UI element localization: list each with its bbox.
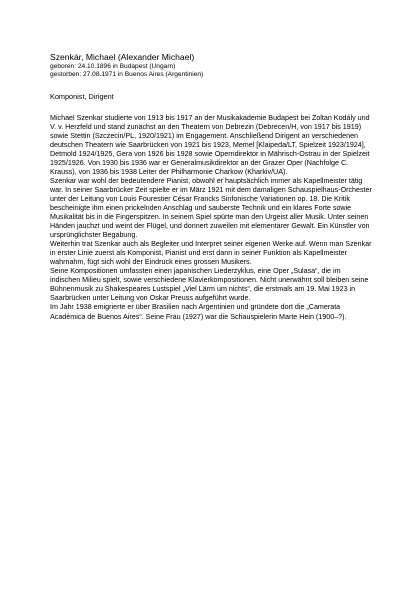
bio-paragraph: Weiterhin trat Szenkar auch als Begleiter und Interpret seiner eigenen Werke auf. Wenn man Szenkar in erster Linie zuerst als Komponist, Pianist und erst dann in seiner Funktion als Kapellmeister wahrnahm, fügt sich wohl der Eindruck eines grossen Musikers. <box>50 240 372 267</box>
person-role: Komponist, Dirigent <box>50 91 114 101</box>
document-content <box>50 52 372 322</box>
bio-paragraph: Michael Szenkar studierte von 1913 bis 1917 an der Musikakademie Budapest bei Zoltan Kodály und V. v. Herzfeld und stand zunächst an den Theatern von Debrezin (Debrecen/H, von 1917 bis 1919) sowie Stettin (Szczecin/PL, 1920/1921) im Engagement. Anschließend Dirigent an verschiedenen deutschen Theatern wie Saarbrücken von 1921 bis 1923, Memel [Klaipeda/LT, Spielzeit 1923/1924], Detmold 1924/1925, Gera von 1926 bis 1928 sowie Operndirektor in Mährisch-Ostrau in der Spielzeit 1925/1926. Von 1930 bis 1936 war er Generalmusikdirektor an der Grazer Oper (Nachfolge C. Krauss), von 1936 bis 1938 Leiter der Philharmonie Charkow (Kharkiv/UA). <box>50 113 370 176</box>
birth-info: geboren: 24.10.1896 in Budapest (Ungarn) <box>50 63 176 70</box>
bio-paragraph: Szenkar war wohl der bedeutendere Pianist, obwohl er hauptsächlich immer als Kapellmeister tätig war. In seiner Saarbrücker Zeit spielte er im März 1921 mit dem damaligen Schauspielhaus-Orchester unter der Leitung von Louis Fourestier César Francks Sinfonische Variationen op. 18. Die Kritik bescheinigte ihm einen prickelnden Anschlag und sauberste Technik und ein klares Forte sowie Musikalität bis in die Fingerspitzen. In seinem Spiel spürte man den Urgeist aller Musik. Unter seinen Händen jauchzt und weint der Flügel, und donnert zuweilen mit elementarer Gewalt. Ein Künstler von ursprünglichster Begabung. <box>50 177 372 240</box>
death-info: gestorben: 27.08.1971 in Buenos Aires (Argentinien) <box>50 71 204 79</box>
person-name: Szenkár, Michael (Alexander Michael) <box>50 52 195 62</box>
bio-paragraph: Seine Kompositionen umfassten einen japanischen Liederzyklus, eine Oper „Sulasa“, die im indischen Milieu spielt, sowie verschiedene Klavierkompositionen. Nicht unerwähnt soll bleiben seine Bühnenmusik zu Shakespeares Lustspiel „Viel Lärm um nichts“, die erstmals am 19. Mai 1923 in Saarbrücken unter Leitung von Oskar Preuss aufgeführt wurde. <box>50 267 369 303</box>
bio-paragraph: Im Jahr 1938 emigrierte er über Brasilien nach Argentinien und gründete dort die „Camerata Académica de Buenos Aires“. Seine Frau (1927) war die Schauspielerin Marte Hein (1900–?). <box>50 303 347 321</box>
biography <box>50 114 372 322</box>
